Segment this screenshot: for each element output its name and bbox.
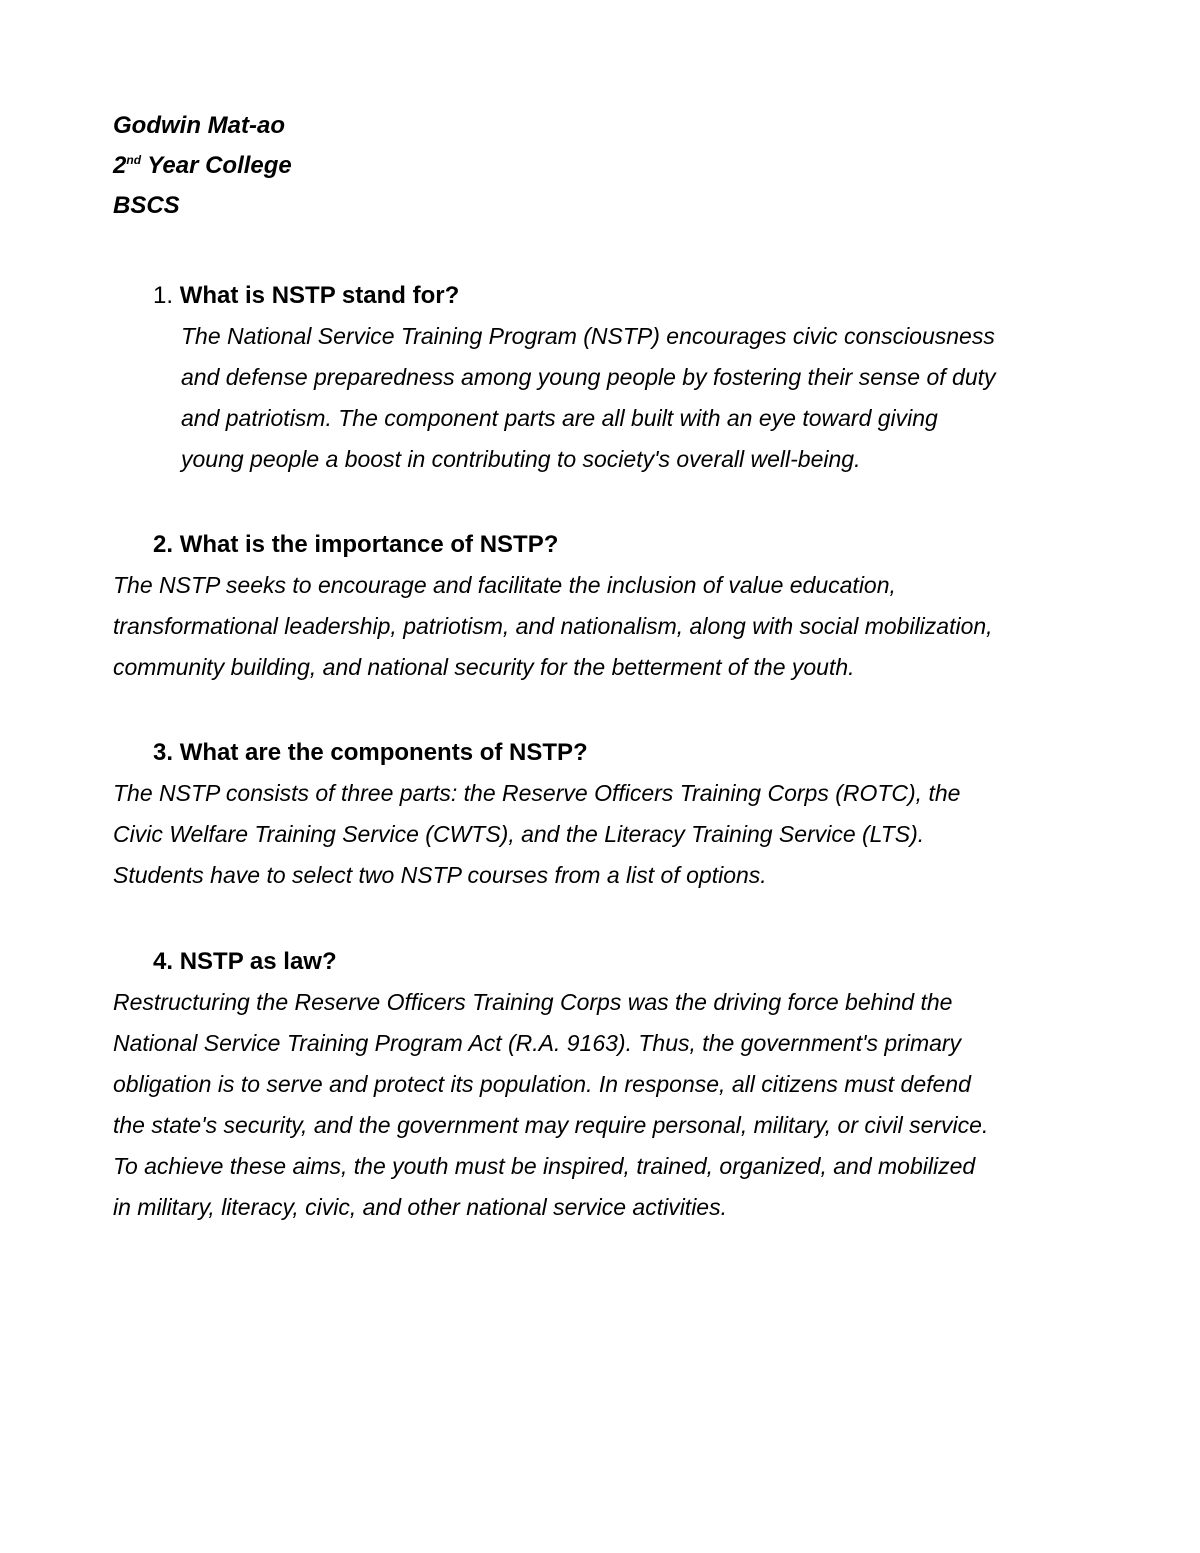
answer-line: Students have to select two NSTP courses from a list of options.: [113, 862, 767, 888]
year-level: [113, 146, 1013, 186]
section-3: [113, 732, 1103, 896]
question-heading: [113, 732, 1103, 773]
question-number: 2.: [153, 531, 174, 558]
answer-paragraph: [113, 316, 1101, 480]
answer-line: in military, literacy, civic, and other national service activities.: [113, 1194, 727, 1220]
section-2: [113, 524, 1103, 688]
question-number: 3.: [153, 739, 174, 766]
answer-line: Civic Welfare Training Service (CWTS), and the Literacy Training Service (LTS).: [113, 821, 925, 847]
question-heading: [113, 275, 1103, 316]
question-heading: [113, 524, 1103, 565]
course-name: BSCS: [113, 192, 180, 219]
answer-line: young people a boost in contributing to society's overall well-being.: [181, 446, 861, 472]
answer-line: and patriotism. The component parts are all built with an eye toward giving: [181, 405, 938, 431]
question-text: What is the importance of NSTP?: [179, 531, 559, 558]
answer-line: obligation is to serve and protect its population. In response, all citizens must defend: [113, 1071, 971, 1097]
question-heading: [113, 941, 1103, 982]
question-number: 1.: [153, 282, 174, 309]
question-text: What is NSTP stand for?: [179, 282, 460, 309]
answer-line: National Service Training Program Act (R.A. 9163). Thus, the government's primary: [113, 1030, 962, 1056]
section-1: [113, 275, 1103, 480]
answer-line: the state's security, and the government may require personal, military, or civil service.: [113, 1112, 989, 1138]
year-suffix: nd: [126, 153, 142, 167]
year-number: 2: [113, 152, 127, 179]
student-name: Godwin Mat-ao: [113, 112, 285, 139]
answer-paragraph: [113, 773, 1103, 896]
year-text: Year College: [141, 152, 292, 179]
answer-line: community building, and national security for the betterment of the youth.: [113, 654, 855, 680]
question-text: NSTP as law?: [179, 948, 337, 975]
document-header: [113, 106, 1013, 226]
answer-paragraph: [113, 565, 1103, 688]
section-4: [113, 941, 1103, 1228]
answer-line: and defense preparedness among young people by fostering their sense of duty: [181, 364, 996, 390]
answer-line: transformational leadership, patriotism, and nationalism, along with social mobilization,: [113, 613, 993, 639]
question-number: 4.: [153, 948, 174, 975]
answer-paragraph: [113, 982, 1103, 1228]
answer-line: The NSTP consists of three parts: the Reserve Officers Training Corps (ROTC), the: [113, 780, 961, 806]
answer-line: Restructuring the Reserve Officers Training Corps was the driving force behind the: [113, 989, 953, 1015]
answer-line: The National Service Training Program (NSTP) encourages civic consciousness: [181, 323, 995, 349]
answer-line: The NSTP seeks to encourage and facilitate the inclusion of value education,: [113, 572, 896, 598]
question-text: What are the components of NSTP?: [179, 739, 588, 766]
answer-line: To achieve these aims, the youth must be inspired, trained, organized, and mobilized: [113, 1153, 976, 1179]
